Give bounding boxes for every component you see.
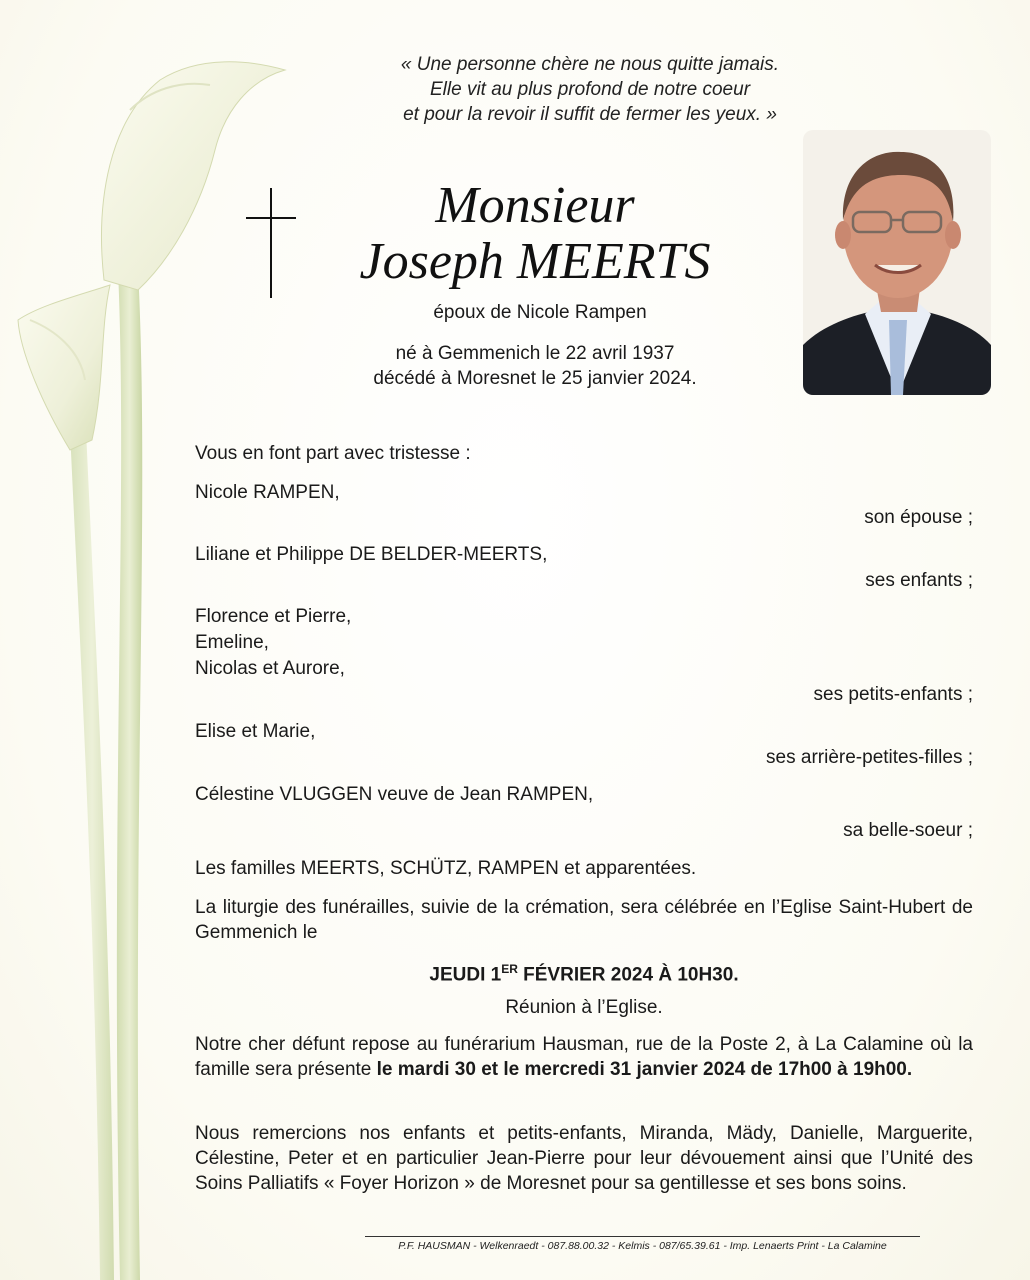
- family-relation: son épouse ;: [864, 507, 973, 528]
- quote-line-1: « Une personne chère ne nous quitte jamais.: [400, 54, 780, 75]
- spouse-line: époux de Nicole Rampen: [433, 302, 647, 323]
- life-dates: [310, 341, 760, 391]
- birth-line: né à Gemmenich le 22 avril 1937: [395, 343, 675, 364]
- ceremony-date: [195, 957, 973, 987]
- cross-icon: [246, 188, 296, 298]
- footer-credits: P.F. HAUSMAN - Welkenraedt - 087.88.00.32 - Kelmis - 087/65.39.61 - Imp. Lenaerts Print - La Calamine: [398, 1240, 887, 1252]
- footer-divider: [365, 1236, 920, 1237]
- thanks-text: Nous remercions nos enfants et petits-enfants, Miranda, Mädy, Danielle, Marguerite, Célestine, Peter et en particulier Jean-Pierre pour leur dévouement ainsi que l’Unité des Soins Palliatifs « Foyer Horizon » de Moresnet pour sa gentillesse et ses bons soins.: [195, 1123, 973, 1194]
- portrait-photo: [803, 130, 991, 395]
- family-relation: sa belle-soeur ;: [843, 820, 973, 841]
- deceased-name-block: [320, 178, 750, 290]
- family-names: Elise et Marie,: [195, 721, 316, 742]
- visitation-text: [195, 1032, 973, 1082]
- memorial-quote: [340, 52, 840, 127]
- family-names: Emeline,: [195, 632, 269, 653]
- quote-line-3: et pour la revoir il suffit de fermer les yeux. »: [403, 104, 777, 125]
- honorific: Monsieur: [435, 177, 635, 234]
- ceremony-date-prefix: JEUDI 1: [429, 964, 502, 986]
- family-relation: ses arrière-petites-filles ;: [766, 747, 973, 768]
- family-relation: ses enfants ;: [865, 570, 973, 591]
- family-names: Célestine VLUGGEN veuve de Jean RAMPEN,: [195, 784, 594, 805]
- family-names: Nicole RAMPEN,: [195, 482, 340, 503]
- family-names: Nicolas et Aurore,: [195, 658, 345, 679]
- death-line: décédé à Moresnet le 25 janvier 2024.: [373, 368, 697, 389]
- families-line: Les familles MEERTS, SCHÜTZ, RAMPEN et apparentées.: [195, 858, 697, 879]
- ceremony-date-suffix: FÉVRIER 2024 À 10H30.: [517, 964, 739, 986]
- deceased-name: Joseph MEERTS: [359, 233, 711, 290]
- ceremony-date-sup: ER: [501, 962, 518, 976]
- family-relation: ses petits-enfants ;: [813, 684, 973, 705]
- family-names: Liliane et Philippe DE BELDER-MEERTS,: [195, 544, 548, 565]
- ceremony-text: La liturgie des funérailles, suivie de la crémation, sera célébrée en l’Eglise Saint-Hubert de Gemmenich le: [195, 897, 973, 943]
- meeting-line: Réunion à l’Eglise.: [505, 997, 663, 1018]
- family-names: Florence et Pierre,: [195, 606, 352, 627]
- visitation-times: le mardi 30 et le mercredi 31 janvier 2024 de 17h00 à 19h00.: [376, 1059, 913, 1080]
- visitation-main: Notre cher défunt repose au funérarium Hausman, rue de la Poste 2, à La Calamine où la famille sera présente: [195, 1034, 973, 1080]
- quote-line-2: Elle vit au plus profond de notre coeur: [429, 79, 751, 100]
- announcement-intro: Vous en font part avec tristesse :: [195, 443, 471, 464]
